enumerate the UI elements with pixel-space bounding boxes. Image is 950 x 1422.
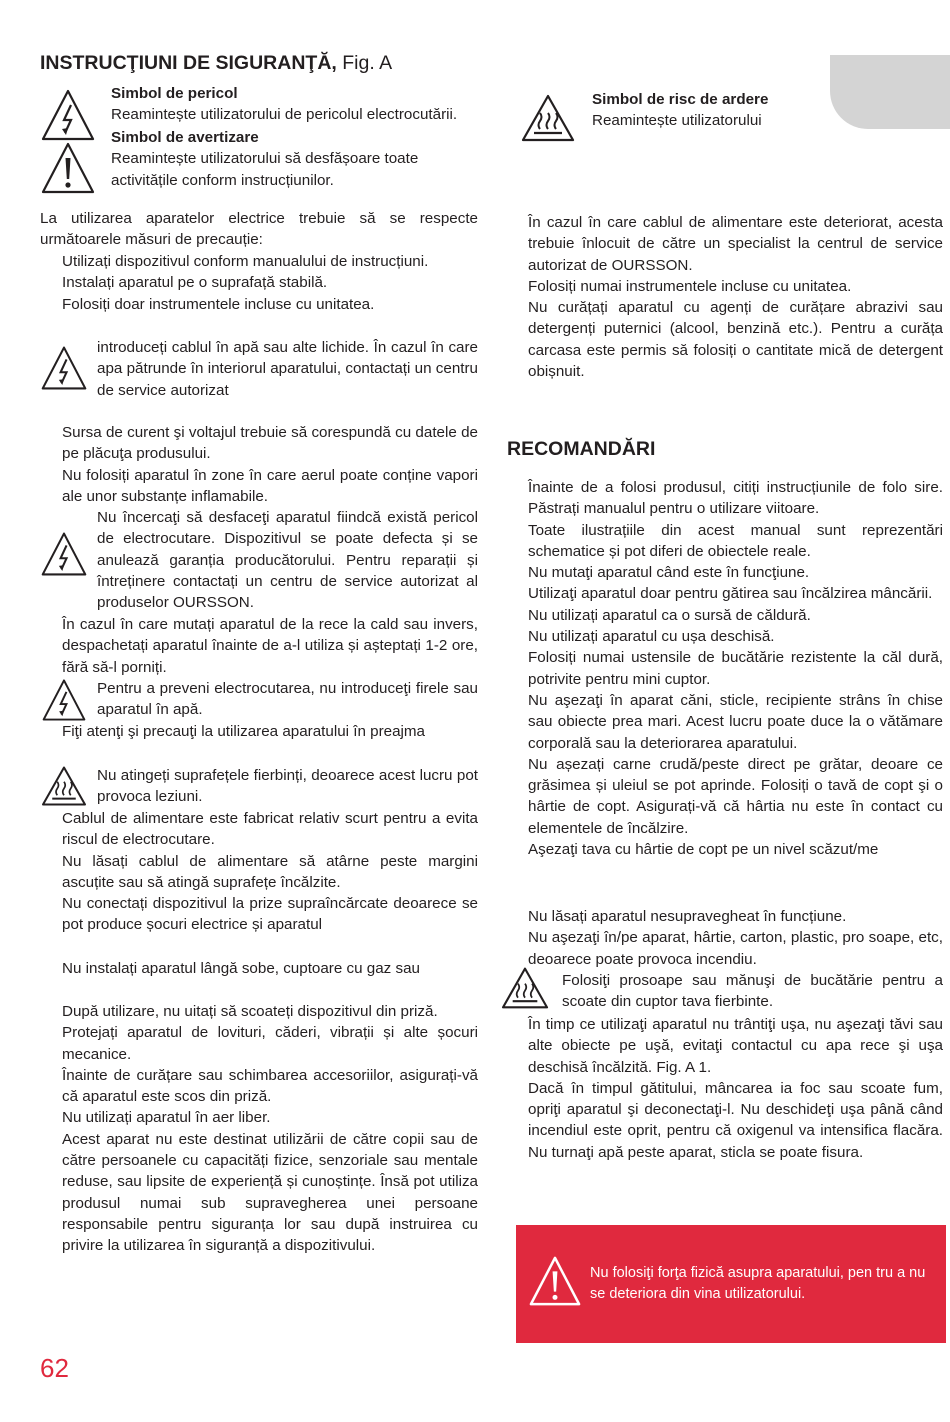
- hot-surface-text: Nu atingeți suprafețele fierbinți, deoarece acest lucru pot provoca leziuni.: [97, 767, 478, 806]
- safety-list-1: [62, 251, 478, 315]
- list-item: Nu așezați carne crudă/peste direct pe grătar, deoare ce grăsimea și uleiul se pot aprinde. Folosiți o tavă de copt şi o hârtie de copt. Asigurați-vă că hârtia nu este în contact cu elementele de încălzire.: [528, 755, 943, 837]
- list-item: Toate ilustrațiile din acest manual sunt reprezentări schematice și pot diferi de obiectele reale.: [528, 521, 943, 560]
- burn-symbol-desc: Reamintește utilizatorului: [592, 112, 762, 130]
- list-item: Folosiți numai ustensile de bucătărie rezistente la căl dură, potrivite pentru mini cuptor.: [528, 649, 943, 688]
- warning-icon: [528, 1255, 582, 1307]
- corner-tab: [830, 55, 950, 129]
- hot-surface-icon: [520, 92, 576, 144]
- list-item: Nu curățați aparatul cu agenți de curățare abrazivi sau detergenți puternici (alcool, benzină etc.). Pentru a curăța carcasa este permis să folosiți o cantitate mică de detergent obișnuit.: [528, 299, 943, 381]
- page-number: 62: [40, 1353, 69, 1383]
- electric-hazard-icon: [40, 678, 88, 722]
- recommendations-list-2: [528, 906, 943, 970]
- safety-right-list: [528, 212, 943, 382]
- burn-symbol-block: [592, 89, 828, 132]
- list-item: Sursa de curent şi voltajul trebuie să corespundă cu datele de pe plăcuţa produsului.: [62, 424, 478, 463]
- electric-hazard-icon: [40, 531, 88, 577]
- list-item: Nu utilizați aparatul în aer liber.: [62, 1109, 271, 1127]
- safety-title-main: INSTRUCŢIUNI DE SIGURANŢĂ,: [40, 52, 337, 74]
- list-item: Folosiți numai instrumentele incluse cu unitatea.: [528, 277, 852, 295]
- list-item: Nu aşezaţi în/pe aparat, hârtie, carton, plastic, pro soape, etc, deoarece poate provoca incendiu.: [528, 929, 943, 968]
- notice-text: Nu folosiţi forţa fizică asupra aparatului, pen tru a nu se deteriora din vina utilizatorului.: [590, 1265, 926, 1302]
- list-item: Nu utilizați aparatul ca o sursă de căldură.: [528, 606, 811, 624]
- mitts-text: Folosiţi prosoape sau mănuşi de bucătărie pentru a scoate din cuptor tava fierbinte.: [562, 972, 943, 1011]
- safety-list-4: [62, 1001, 478, 1257]
- warning-symbol-title: Simbol de avertizare: [111, 129, 259, 146]
- safety-intro: La utilizarea aparatelor electrice trebuie să se respecte următoarele măsuri de precauție:: [40, 210, 478, 249]
- warning-symbol-desc: Reamintește utilizatorului să desfășoare toate activitățile conform instrucțiunilor.: [111, 150, 419, 189]
- recommendations-title: RECOMANDĂRI: [507, 438, 656, 460]
- list-item: Înainte de a folosi produsul, citiți instrucțiunile de folo sire. Păstrați manualul pentru o utilizare viitoare.: [528, 479, 943, 518]
- list-item: Instalați aparatul pe o suprafață stabilă.: [62, 274, 328, 292]
- list-item: Utilizați dispozitivul conform manualului de instrucțiuni.: [62, 253, 429, 270]
- danger-symbol-block: [111, 83, 511, 126]
- prevent-electrocution-text: Pentru a preveni electrocutarea, nu introduceţi firele sau aparatul în apă.: [97, 680, 478, 719]
- list-item: Utilizaţi aparatul doar pentru gătirea sau încălzirea mâncării.: [528, 585, 933, 603]
- list-item: Acest aparat nu este destinat utilizării de către copii sau de către persoanele cu capacități fizice, senzoriale sau mentale reduse, sau lipsite de experiență și cunoștințe. Însă pot utiliza produsul numai sub supravegherea unei persoane responsabile pentru siguranța lor sau după instruirea cu privire la utilizarea în siguranță a dispozitivului.: [62, 1130, 478, 1255]
- list-item: Nu mutaţi aparatul când este în funcţiune.: [528, 564, 810, 582]
- safety-list-3: [62, 808, 478, 936]
- disassemble-warning-text: Nu încercaţi să desfaceţi aparatul fiindcă există pericol de electrocutare. Dispozitivul se poate defecta și se anulează garanția producătorului. Pentru reparații și întreținere contactați un centru de service autorizat al produselor OURSSON.: [97, 509, 478, 612]
- list-item: Nu lăsați aparatul nesupravegheat în funcțiune.: [528, 908, 847, 925]
- warning-symbol-block: [111, 127, 479, 191]
- recommendations-list-1: [528, 477, 943, 860]
- list-item: În cazul în care cablul de alimentare este deteriorat, acesta trebuie înlocuit de către un specialist la centrul de service autorizat de OURSSON.: [528, 214, 943, 274]
- electric-hazard-icon: [40, 345, 88, 391]
- notice-box: [516, 1225, 946, 1343]
- list-item: Protejați aparatul de lovituri, căderi, vibrații și alte șocuri mecanice.: [62, 1024, 478, 1063]
- list-item: Cablul de alimentare este fabricat relativ scurt pentru a evita riscul de electrocutare.: [62, 810, 478, 849]
- danger-symbol-desc: Reamintește utilizatorului de pericolul electrocutării.: [111, 106, 458, 124]
- electric-hazard-icon: [40, 88, 96, 142]
- list-item: În timp ce utilizaţi aparatul nu trântiţi uşa, nu aşezaţi tăvi sau alte obiecte pe uşă, evitaţi contactul cu apa rece şi uşa deschisă încălzită. Fig. A 1.: [528, 1016, 943, 1076]
- safety-title: [40, 51, 500, 75]
- recommendations-list-3: [528, 1014, 943, 1163]
- list-item: Dacă în timpul gătitului, mâncarea ia foc sau scoate fum, opriţi aparatul şi deconectaţi-l. Nu deschideţi uşa până când incendiul este oprit, pentru că oxigenul va intensifica flacăra. Nu turnaţi apă peste aparat, sticla se poate fisura.: [528, 1079, 943, 1161]
- safety-title-fig: Fig. A: [336, 52, 393, 74]
- list-item: Folosiți doar instrumentele incluse cu unitatea.: [62, 295, 375, 313]
- hot-surface-icon: [40, 765, 88, 807]
- list-item: Înainte de curățare sau schimbarea accesoriilor, asigurați-vă că aparatul este scos din priză.: [62, 1066, 478, 1106]
- list-item: După utilizare, nu uitați să scoateți dispozitivul din priză.: [62, 1003, 438, 1020]
- burn-symbol-title: Simbol de risc de ardere: [592, 91, 769, 108]
- stove-text: Nu instalați aparatul lângă sobe, cuptoare cu gaz sau: [62, 960, 420, 977]
- hot-surface-icon: [500, 966, 550, 1010]
- water-warning-text: introduceți cablul în apă sau alte lichide. În cazul în care apa pătrunde în interiorul aparatului, contactați un centru de service autorizat: [97, 339, 478, 399]
- attention-text: Fiţi atenţi şi precauţi la utilizarea aparatului în preajma: [62, 723, 425, 740]
- list-item: Nu aşezaţi în aparat căni, sticle, recipiente strâns în chise sau obiecte prea mari. Acest lucru poate duce la o vătămare corporală sau la deteriorarea aparatului.: [528, 691, 943, 752]
- cold-warm-text: În cazul în care mutați aparatul de la rece la cald sau invers, despachetați aparatul înainte de a-l utiliza și așteptați 1-2 ore, fără să-l porniți.: [62, 616, 478, 676]
- list-item: Nu utilizați aparatul cu ușa deschisă.: [528, 628, 775, 646]
- list-item: Nu folosiți aparatul în zone în care aerul poate conține vapori ale unor substanțe inflamabile.: [62, 466, 478, 505]
- safety-list-2: [62, 422, 478, 507]
- warning-icon: [40, 141, 96, 195]
- list-item: Nu conectați dispozitivul la prize supraîncărcate deoarece se pot produce șocuri electrice și aparatul: [62, 895, 478, 934]
- danger-symbol-title: Simbol de pericol: [111, 85, 238, 102]
- list-item: Aşezaţi tava cu hârtie de copt pe un nivel scăzut/me: [528, 841, 879, 859]
- list-item: Nu lăsați cablul de alimentare să atârne peste margini ascuțite sau să atingă suprafețe încălzite.: [62, 852, 478, 891]
